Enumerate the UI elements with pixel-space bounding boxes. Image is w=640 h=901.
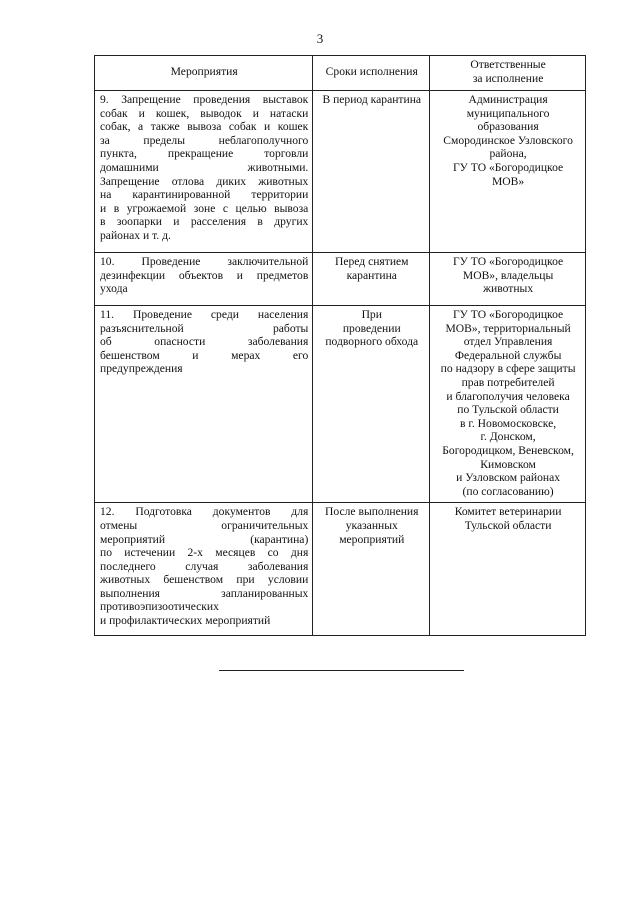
- event-line: предупреждения: [100, 362, 183, 376]
- responsible-line: в г. Новомосковске,: [460, 416, 557, 430]
- responsible-line: Богородицком, Веневском,: [442, 443, 574, 457]
- header-responsible-line: Ответственные: [470, 58, 546, 72]
- deadline-line: При: [361, 308, 382, 321]
- deadline-cell: [313, 253, 430, 306]
- deadline-cell: [313, 503, 430, 636]
- responsible-line: по надзору в сфере защиты: [440, 362, 576, 376]
- responsible-line: ГУ ТО «Богородицкое: [452, 255, 564, 268]
- responsible-line: отдел Управления: [463, 335, 553, 349]
- event-line: и профилактических мероприятий: [100, 614, 271, 628]
- responsible-line: образования: [477, 120, 539, 134]
- event-line: на карантинированной территории: [100, 188, 309, 202]
- deadline-line: мероприятий: [339, 532, 405, 546]
- responsible-line: Федеральной службы: [454, 348, 562, 362]
- event-cell: [95, 91, 313, 253]
- responsible-cell: [430, 91, 586, 253]
- responsible-line: Тульской области: [464, 518, 552, 532]
- event-line: выполнения запланированных: [100, 586, 309, 600]
- responsible-cell: [430, 306, 586, 503]
- responsible-line: района,: [489, 147, 527, 161]
- measures-table: [94, 55, 586, 636]
- event-line: за пределы неблагополучного: [100, 133, 309, 147]
- event-line: об опасности заболевания: [100, 335, 309, 349]
- responsible-line: ГУ ТО «Богородицкое: [452, 308, 564, 321]
- deadline-line: Перед снятием: [334, 255, 409, 268]
- deadline-cell: [313, 306, 430, 503]
- event-line: районах и т. д.: [100, 228, 171, 242]
- deadline-line: указанных: [345, 518, 398, 532]
- event-line: в зоопарки и расселения в других: [100, 215, 309, 229]
- event-line: бешенством и мерах его: [100, 348, 309, 362]
- event-line: собак и кошек, выводок и натаски: [100, 106, 309, 120]
- responsible-line: ГУ ТО «Богородицкое: [452, 160, 564, 174]
- deadline-line: подворного обхода: [325, 335, 419, 349]
- event-line: 12. Подготовка документов для: [100, 505, 309, 519]
- closing-rule: [219, 670, 464, 671]
- event-cell: [95, 253, 313, 306]
- deadline-line: карантина: [346, 268, 397, 282]
- responsible-cell: [430, 253, 586, 306]
- event-line: пункта, прекращение торговли: [100, 147, 309, 161]
- responsible-line: по Тульской области: [457, 403, 559, 417]
- table-body: [95, 91, 586, 636]
- responsible-line: муниципального: [466, 106, 550, 120]
- event-line: мероприятий (карантина): [100, 532, 309, 546]
- deadline-line: В период карантина: [322, 93, 422, 106]
- responsible-cell: [430, 503, 586, 636]
- event-line: домашними животными.: [100, 160, 309, 174]
- table-row: [95, 91, 586, 253]
- responsible-line: прав потребителей: [461, 375, 555, 389]
- deadline-line: После выполнения: [325, 505, 419, 519]
- responsible-line: Администрация: [468, 93, 548, 106]
- responsible-line: и благополучия человека: [446, 389, 570, 403]
- responsible-line: Комитет ветеринарии: [454, 505, 562, 519]
- responsible-line: г. Донском,: [480, 430, 536, 444]
- responsible-line: Кимовском: [480, 457, 536, 471]
- table-row: [95, 253, 586, 306]
- table-row: [95, 503, 586, 636]
- event-line: собак, а также вывоза собак и кошек: [100, 120, 309, 134]
- page-number: 3: [316, 31, 324, 46]
- responsible-line: (по согласованию): [462, 484, 554, 498]
- event-line: отмены ограничительных: [100, 518, 309, 532]
- responsible-line: и Узловском районах: [456, 471, 561, 485]
- event-line: 10. Проведение заключительной: [100, 255, 309, 268]
- header-deadlines: Сроки исполнения: [313, 56, 430, 91]
- event-line: по истечении 2-х месяцев со дня: [100, 546, 309, 560]
- table-header-row: [95, 56, 586, 91]
- responsible-line: МОВ»: [491, 174, 525, 188]
- event-cell: [95, 503, 313, 636]
- responsible-line: МОВ», территориальный: [445, 321, 571, 335]
- responsible-line: МОВ», владельцы: [462, 268, 554, 282]
- event-cell: [95, 306, 313, 503]
- deadline-cell: [313, 91, 430, 253]
- event-line: 9. Запрещение проведения выставок: [100, 93, 309, 106]
- event-line: животных бешенством при условии: [100, 573, 309, 587]
- header-responsible-line: за исполнение: [472, 72, 544, 85]
- event-line: ухода: [100, 282, 128, 296]
- header-responsible: [430, 56, 586, 91]
- deadline-line: проведении: [342, 321, 401, 335]
- event-line: и в угрожаемой зоне с целью вывоза: [100, 201, 309, 215]
- event-line: разъяснительной работы: [100, 321, 309, 335]
- event-line: Запрещение отлова диких животных: [100, 174, 309, 188]
- responsible-line: Смородинское Узловского: [443, 133, 573, 147]
- header-events: Мероприятия: [95, 56, 313, 91]
- responsible-line: животных: [483, 282, 534, 296]
- event-line: 11. Проведение среди населения: [100, 308, 309, 321]
- event-line: противоэпизоотических: [100, 600, 219, 614]
- event-line: дезинфекции объектов и предметов: [100, 268, 309, 282]
- table-row: [95, 306, 586, 503]
- event-line: последнего случая заболевания: [100, 559, 309, 573]
